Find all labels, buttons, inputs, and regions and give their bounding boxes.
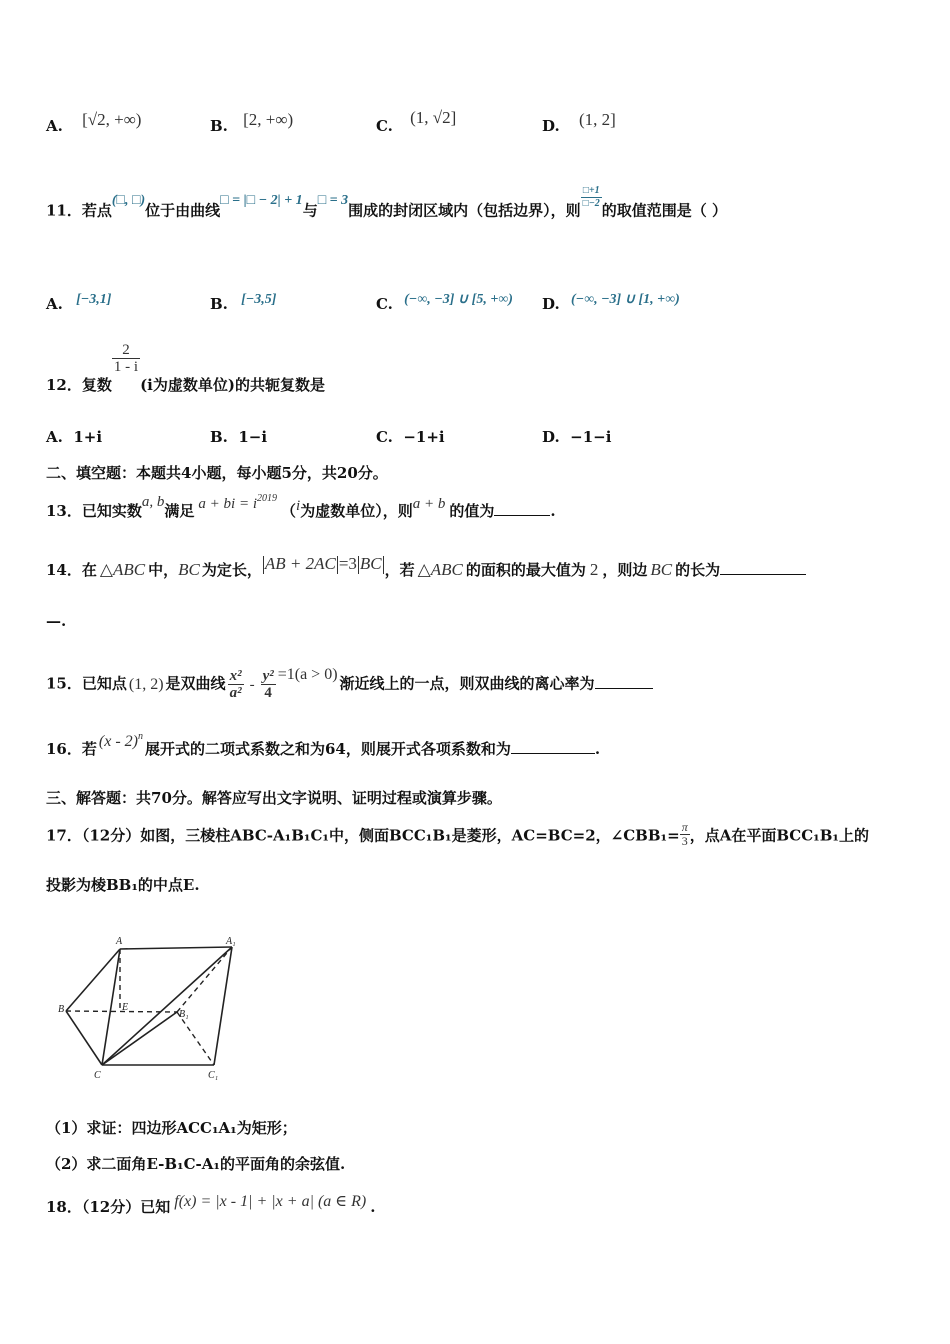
label-a: A	[116, 936, 123, 947]
q10-option-c: C. (1, √2]	[376, 108, 457, 135]
q12-option-d: D. −1−i	[542, 428, 612, 446]
q10-option-a: A. [√2, +∞)	[46, 110, 142, 135]
q18-stem: 18．（12分）已知 f(x) = |x - 1| + |x + a| (a ∈ R) .	[46, 1193, 376, 1216]
q13-stem: 13．已知实数a, b满足 a + bi = $i^{2019}(i$为虚数单位），则a + b 的值为 .	[46, 493, 556, 520]
q14-continuation: —.	[46, 612, 67, 630]
label-a1: A₁	[226, 936, 236, 947]
q12-option-c: C. −1+i	[376, 428, 445, 446]
q16-stem: 16．若 (x - 2)$^n$展开式的二项式系数之和为64，则展开式各项系数和为 .	[46, 731, 601, 758]
q17-line-2: 投影为棱BB₁的中点E.	[46, 876, 200, 894]
q17-part-1: （1）求证：四边形ACC₁A₁为矩形；	[46, 1119, 297, 1137]
q11-option-d: D. (−∞, −3] ∪ [1, +∞)	[542, 292, 680, 313]
edge-c-b1	[102, 1012, 177, 1065]
q15-stem: 15．已知点 (1, 2) 是双曲线 $\frac{\text{x²}}{\text{a²}}$ - $\frac{\text{y²}}{4}$ =1(a > 0)渐近线上的一点，则双曲线的离心率为	[46, 668, 653, 701]
label-e: E	[122, 1002, 129, 1013]
q12-stem: 12．复数 $\frac{2}{1 - i}$ (i为虚数单位)的共轭复数是	[46, 342, 325, 394]
prism-figure	[44, 934, 244, 1084]
label-c1: C₁	[208, 1070, 219, 1081]
edge-b-c	[66, 1011, 102, 1065]
q11-option-b: B. [−3,5]	[210, 292, 277, 313]
q14-stem: 14．在 △ABC 中，BC 为定长， AB + 2AC =3 BC ，若 △ABC 的面积的最大值为 2 ，则边 BC 的长为	[46, 559, 806, 580]
label-c: C	[94, 1070, 101, 1081]
q17-line-1: 17．（12分）如图，三棱柱ABC-A₁B₁C₁中，侧面BCC₁B₁是菱形，AC=BC=2，∠CBB₁= $\frac{\pi}{3}$ ，点A在平面BCC₁B₁上的	[46, 820, 869, 848]
q17-part-2: （2）求二面角E-B₁C-A₁的平面角的余弦值.	[46, 1155, 346, 1173]
label-b: B	[58, 1004, 65, 1015]
label-b1: B₁	[179, 1009, 189, 1020]
edge-a-a1	[120, 947, 232, 949]
prism-diagram	[44, 934, 244, 1084]
q11-stem: 11．若点(□, □)位于由曲线□ = |□ − 2| + 1与□ = 3围成的封闭区域内（包括边界），则 $\frac{□+1}{□-2}$ 的取值范围是（ ）	[46, 185, 727, 220]
q11-option-c: C. (−∞, −3] ∪ [5, +∞)	[376, 292, 513, 313]
q11-option-a: A. [−3,1]	[46, 292, 112, 313]
edge-a1-c1	[214, 947, 232, 1065]
q12-option-a: A. 1+i	[46, 428, 103, 446]
q12-option-b: B. 1−i	[210, 428, 268, 446]
section-2-heading: 二、填空题：本题共4小题，每小题5分，共20分。	[46, 464, 388, 482]
section-3-heading: 三、解答题：共70分。解答应写出文字说明、证明过程或演算步骤。	[46, 789, 502, 807]
q10-option-b: B. [2, +∞)	[210, 110, 294, 135]
q10-option-d: D. (1, 2]	[542, 110, 616, 135]
